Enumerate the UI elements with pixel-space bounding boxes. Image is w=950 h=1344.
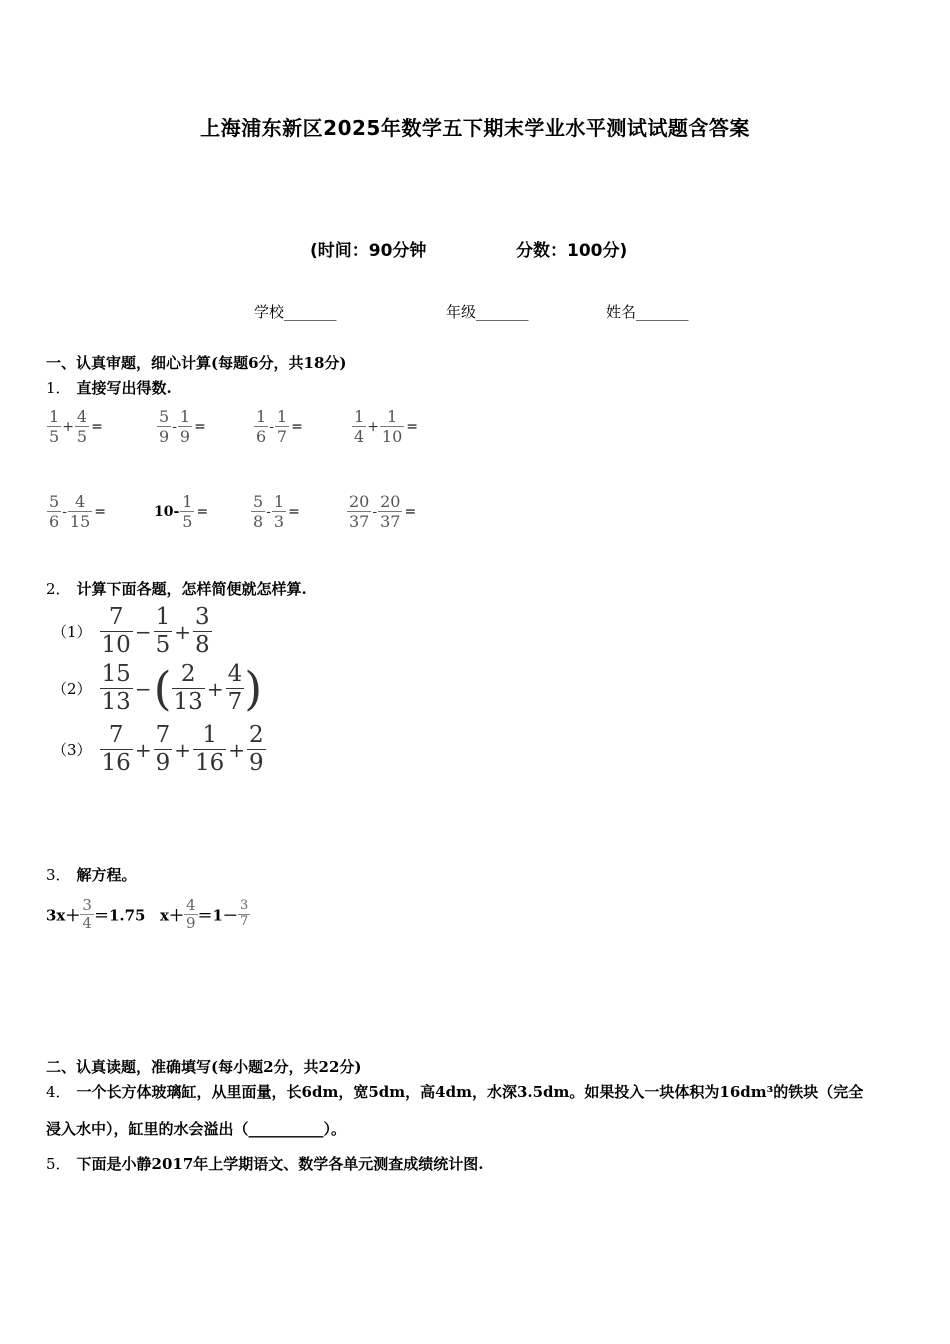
- question-5: 5． 下面是小静2017年上学期语文、数学各单元测查成绩统计图.: [46, 1155, 484, 1173]
- q1-expr-5: $\frac{5}{6}$ - $\frac{4}{15}$ =: [49, 492, 107, 532]
- q1-expr-7: $\frac{5}{8}$ - $\frac{1}{3}$ =: [253, 492, 300, 532]
- q3-equation-1: 3x＋ $\frac{3}{4}$ ＝1.75: [46, 896, 146, 933]
- q3-equation-2: x＋ $\frac{4}{9}$ ＝1－ $\frac{3}{7}$: [160, 896, 249, 933]
- q1-expr-2: $\frac{5}{9}$ - $\frac{1}{9}$ =: [159, 407, 206, 447]
- name-field: 姓名_______: [606, 303, 689, 321]
- q2-problem-1: （1） $\frac{7}{10}$ − $\frac{1}{5}$ + $\frac{3}{8}$: [52, 604, 210, 658]
- q2-problem-2: （2） $\frac{15}{13}$ −( $\frac{2}{13}$ + $\frac{4}{7}$ ): [52, 661, 263, 716]
- q1-expr-3: $\frac{1}{6}$ - $\frac{1}{7}$ =: [256, 407, 303, 447]
- section-2-heading: 二、认真读题，准确填写(每小题2分，共22分): [46, 1058, 362, 1076]
- question-1: 1． 直接写出得数.: [46, 379, 172, 397]
- page-title: 上海浦东新区2025年数学五下期末学业水平测试试题含答案: [200, 116, 750, 140]
- q1-expr-1: $\frac{1}{5}$ + $\frac{4}{5}$ =: [49, 407, 103, 447]
- q2-problem-3: （3） $\frac{7}{16}$ + $\frac{7}{9}$ + $\frac{1}{16}$ + $\frac{2}{9}$: [52, 722, 264, 776]
- question-3: 3． 解方程。: [46, 866, 137, 884]
- q1-expr-4: $\frac{1}{4}$ + $\frac{1}{10}$ =: [354, 407, 419, 447]
- grade-field: 年级_______: [446, 303, 529, 321]
- exam-time: (时间：90分钟: [310, 241, 427, 261]
- school-field: 学校_______: [254, 303, 337, 321]
- question-4-line-2: 浸入水中），缸里的水会溢出（__________）。: [46, 1120, 347, 1138]
- question-2: 2． 计算下面各题，怎样简便就怎样算.: [46, 580, 307, 598]
- exam-score: 分数：100分): [516, 241, 628, 261]
- question-4-line-1: 4． 一个长方体玻璃缸，从里面量，长6dm，宽5dm，高4dm，水深3.5dm。如果投入一块体积为16dm³的铁块（完全: [46, 1083, 864, 1101]
- q1-expr-6: 10- $\frac{1}{5}$ =: [154, 492, 209, 532]
- section-1-heading: 一、认真审题，细心计算(每题6分，共18分): [46, 354, 347, 372]
- q1-expr-8: $\frac{20}{37}$ - $\frac{20}{37}$ =: [349, 492, 417, 532]
